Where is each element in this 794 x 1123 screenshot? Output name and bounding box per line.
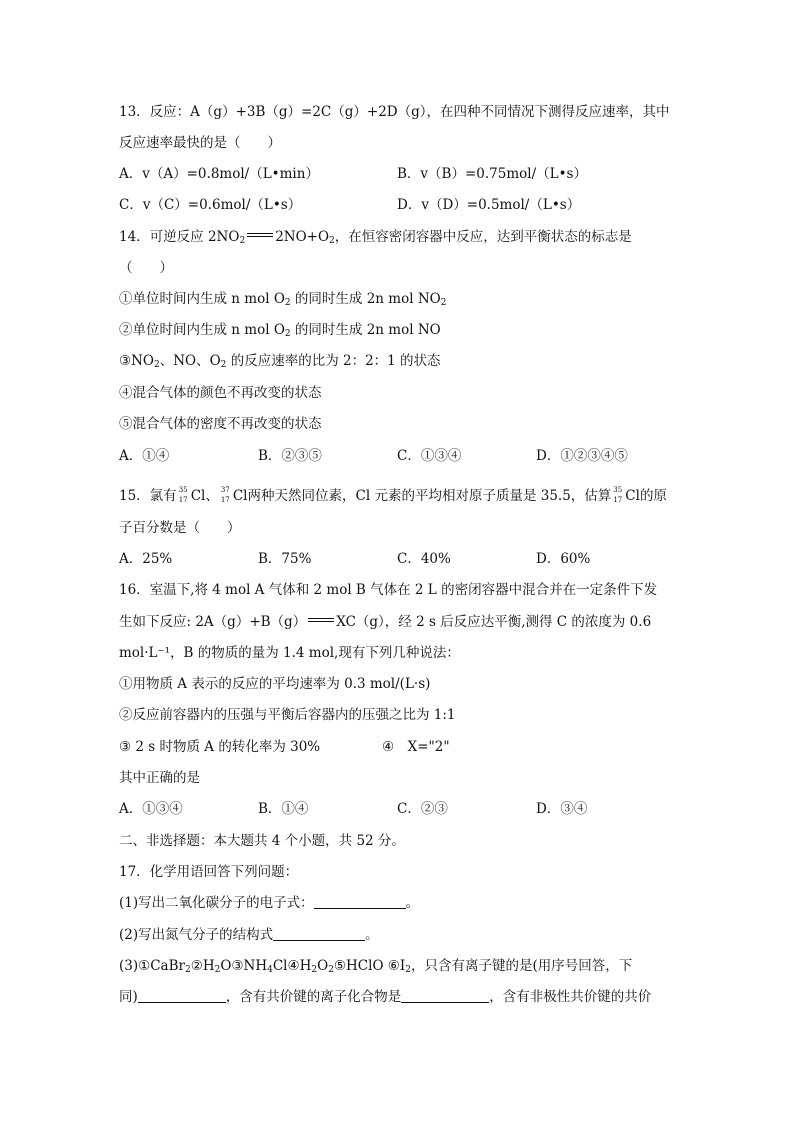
q14-option-a: A．①④ xyxy=(119,448,170,464)
q16-statement-3: ③ 2 s 时物质 A 的转化率为 30% xyxy=(119,739,321,755)
q17-stem: 17．化学用语回答下列问题： xyxy=(119,864,299,880)
q14-sub: 2 xyxy=(284,298,291,308)
subscript: 2 xyxy=(405,965,411,975)
q14-stem-pre: 14．可逆反应 2NO xyxy=(119,229,240,245)
section-heading: 二、非选择题：本大题共 4 个小题，共 52 分。 xyxy=(119,833,405,849)
q17-part3-seg: Cl④H xyxy=(272,958,312,974)
q14-s3-pre: ③NO xyxy=(119,353,154,369)
isotope-notation xyxy=(177,487,191,505)
q15-stem-line1: 15．氯有 35 17 Cl、 37 17 Cl两种天然同位素，Cl 元素的平均相对原子质量是 35.5，估算 35 17 Cl的原 xyxy=(119,486,667,504)
q13-stem-line2: 反应速率最快的是（ ） xyxy=(119,135,281,151)
element-symbol: Cl xyxy=(190,488,206,504)
q17-part3-seg: ⑤HClO ⑥I xyxy=(333,958,406,974)
q15-stem-mid: 两种天然同位素，Cl 元素的平均相对原子质量是 35.5，估算 xyxy=(247,488,612,504)
subscript: 2 xyxy=(184,965,191,975)
q14-s1-pre: ①单位时间内生成 n mol O xyxy=(119,291,285,307)
mass-number: 35 xyxy=(178,486,188,494)
atomic-number: 17 xyxy=(220,496,230,504)
answer-blank[interactable] xyxy=(314,894,406,909)
q14-sub: 2 xyxy=(284,329,291,339)
q14-statement-1 xyxy=(119,290,446,312)
q15-stem-line2: 子百分数是（ ） xyxy=(119,520,241,536)
q14-statement-5: ⑤混合气体的密度不再改变的状态 xyxy=(119,416,322,432)
equilibrium-arrow-icon xyxy=(247,231,273,239)
q14-stem-mid: 2NO+O xyxy=(275,229,330,245)
q14-statement-4: ④混合气体的颜色不再改变的状态 xyxy=(119,385,322,401)
q17-part3-seg: ②H xyxy=(190,958,215,974)
q17-part3-seg: ，含有非极性共价键的共价 xyxy=(489,989,652,1005)
q16-stem-line3: mol·L⁻¹，B 的物质的量为 1.4 mol,现有下列几种说法： xyxy=(119,645,460,661)
q17-part2-text: (2)写出氮气分子的结构式 xyxy=(119,927,274,943)
q15-stem-post: 的原 xyxy=(639,488,667,504)
q17-part2-end: 。 xyxy=(365,927,379,943)
q14-s3-post: 、NO、O xyxy=(159,353,221,369)
q13-option-c: C．v（C）=0.6mol/（L•s） xyxy=(119,197,302,213)
q14-stem-line1 xyxy=(119,228,632,250)
isotope-notation xyxy=(611,487,625,505)
q17-part1 xyxy=(119,894,419,912)
answer-blank[interactable] xyxy=(273,926,365,941)
q13-option-d: D．v（D）=0.5mol/（L•s） xyxy=(397,197,581,213)
q14-s3-tail: 的反应速率的比为 2：2：1 的状态 xyxy=(226,353,441,369)
q15-option-a: A．25% xyxy=(119,551,173,567)
q17-part3-seg: (3)①CaBr xyxy=(119,958,185,974)
q17-part3-seg: 同) xyxy=(119,989,138,1005)
q16-option-d: D．③④ xyxy=(536,801,588,817)
q13-option-b: B．v（B）=0.75mol/（L•s） xyxy=(397,166,587,182)
subscript: 2 xyxy=(328,965,334,975)
q14-statement-2 xyxy=(119,321,441,343)
q14-sub: 2 xyxy=(440,298,447,308)
q16-option-b: B．①④ xyxy=(258,801,309,817)
q17-part3 xyxy=(119,957,632,979)
q14-sub: 2 xyxy=(220,360,227,370)
q14-sub: 2 xyxy=(153,360,160,370)
q15-option-c: C．40% xyxy=(397,551,451,567)
q17-part3-seg: O③NH xyxy=(220,958,268,974)
q17-part1-text: (1)写出二氧化碳分子的电子式： xyxy=(119,895,314,911)
q14-stem-post: ，在恒容密闭容器中反应，达到平衡状态的标志是 xyxy=(334,229,632,245)
subscript: 2 xyxy=(311,965,318,975)
answer-blank[interactable] xyxy=(401,988,489,1003)
isotope-notation xyxy=(219,487,233,505)
q14-statement-3 xyxy=(119,352,441,374)
atomic-number: 17 xyxy=(613,496,623,504)
q14-sub: 2 xyxy=(239,236,246,246)
q17-part3-seg: ，只含有离子键的是(用序号回答，下 xyxy=(410,958,633,974)
q14-s2-pre: ②单位时间内生成 n mol O xyxy=(119,322,285,338)
q16-statement-1: ①用物质 A 表示的反应的平均速率为 0.3 mol/(L·s) xyxy=(119,676,431,692)
subscript: 2 xyxy=(214,965,221,975)
q13-option-a: A．v（A）=0.8mol/（L•min） xyxy=(119,166,319,182)
q14-option-d: D．①②③④⑤ xyxy=(536,448,628,464)
q16-statement-4: ④ X="2" xyxy=(382,739,450,755)
q16-option-a: A．①③④ xyxy=(119,801,183,817)
q14-s1-mid: 的同时生成 2n mol NO xyxy=(290,291,441,307)
q14-option-b: B．②③⑤ xyxy=(258,448,322,464)
q16-correct-prompt: 其中正确的是 xyxy=(119,770,200,786)
q14-option-c: C．①③④ xyxy=(397,448,462,464)
q16-option-c: C．②③ xyxy=(397,801,448,817)
q16-stem-line1: 16．室温下,将 4 mol A 气体和 2 mol B 气体在 2 L 的密闭容器中混合并在一定条件下发 xyxy=(119,582,658,598)
q17-part2 xyxy=(119,926,379,944)
q14-paren: （ ） xyxy=(119,260,173,276)
q17-part3-seg: O xyxy=(317,958,329,974)
mass-number: 35 xyxy=(613,486,623,494)
q17-part3-seg: ，含有共价键的离子化合物是 xyxy=(225,989,402,1005)
q14-s2-post: 的同时生成 2n mol NO xyxy=(290,322,441,338)
mass-number: 37 xyxy=(220,486,230,494)
subscript: 4 xyxy=(267,965,273,975)
element-symbol: Cl xyxy=(232,488,248,504)
q17-part3-cont xyxy=(119,988,651,1006)
q17-part1-end: 。 xyxy=(405,895,420,911)
q16-stem-2-post: XC（g），经 2 s 后反应达平衡,测得 C 的浓度为 0.6 xyxy=(336,614,652,630)
q15-option-b: B．75% xyxy=(258,551,312,567)
q14-sub: 2 xyxy=(329,236,335,246)
q16-statement-2: ②反应前容器内的压强与平衡后容器内的压强之比为 1:1 xyxy=(119,707,456,723)
q15-option-d: D．60% xyxy=(536,551,591,567)
atomic-number: 17 xyxy=(178,496,188,504)
q16-stem-line2 xyxy=(119,613,651,631)
element-symbol: Cl xyxy=(625,488,640,504)
answer-blank[interactable] xyxy=(138,988,226,1003)
q15-stem-pre: 15．氯有 xyxy=(119,488,177,504)
equilibrium-arrow-icon xyxy=(308,616,334,624)
q13-stem-line1: 13．反应：A（g）+3B（g）=2C（g）+2D（g），在四种不同情况下测得反应速率，其中 xyxy=(119,104,670,120)
q16-stem-2-pre: 生如下反应: 2A（g）+B（g） xyxy=(119,614,307,630)
